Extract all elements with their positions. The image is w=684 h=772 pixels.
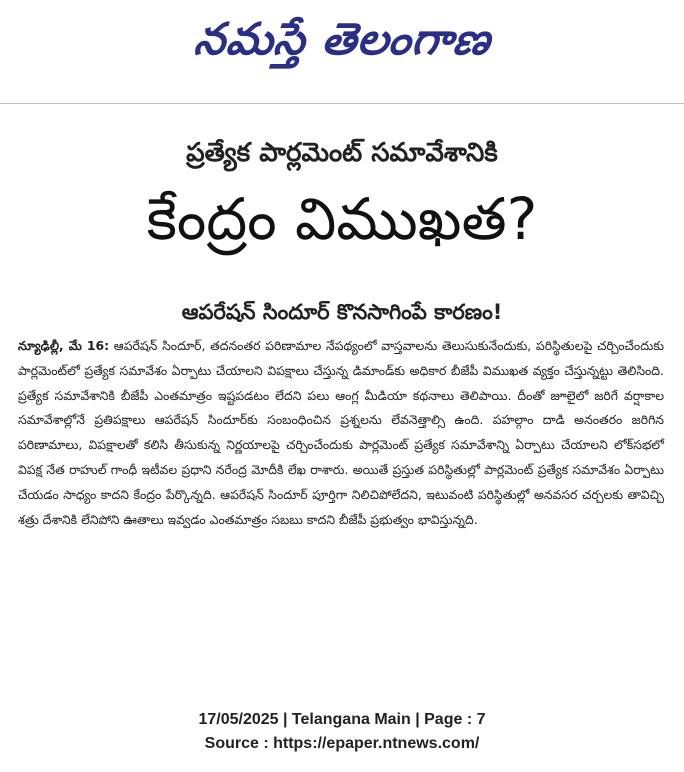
- publication-info: 17/05/2025 | Telangana Main | Page : 7: [198, 711, 486, 728]
- masthead: [0, 0, 684, 90]
- article-kicker: ప్రత్యేక పార్లమెంట్ సమావేశానికి: [186, 138, 498, 168]
- masthead-divider: [0, 103, 684, 104]
- article-body-text: ఆపరేషన్ సిందూర్, తదనంతర పరిణామాల నేపథ్యంలో వాస్తవాలను తెలుసుకునేందుకు, పరిస్థితులపై చర్చించేందుకు పార్లమెంట్‌లో ప్రత్యేక సమావేశం ఏర్పాటు చేయాలని విపక్షాలు చేస్తున్న డిమాండ్‌కు అధికార బీజేపీ విముఖత వ్యక్తం చేస్తున్నట్టు తెలిసింది. ప్రత్యేక సమావేశానికి బీజేపీ ఎంతమాత్రం ఇష్టపడటం లేదని పలు ఆంగ్ల మీడియా కథనాలు తెలిపాయి. దీంతో జూలైలో జరిగే వర్షాకాల సమావేశాల్లోనే ప్రతిపక్షాలు ఆపరేషన్ సిందూర్‌కు సంబంధించిన ప్రశ్నలను లేవనెత్తాల్సి ఉంది. పహల్గాం దాడి అనంతరం జరిగిన పరిణామాలు, విపక్షాలతో కలిసి తీసుకున్న నిర్ణయాలపై చర్చించేందుకు పార్లమెంట్ ప్రత్యేక సమావేశాన్ని ఏర్పాటు చేయాలని లోక్‌సభలో విపక్ష నేత రాహుల్ గాంధీ ఇటీవల ప్రధాని నరేంద్ర మోదీకి లేఖ రాశారు. అయితే ప్రస్తుత పరిస్థితుల్లో పార్లమెంట్ ప్రత్యేక సమావేశం ఏర్పాటు చేయడం సాధ్యం కాదని కేంద్రం పేర్కొన్నది. ఆపరేషన్ సిందూర్ పూర్తిగా నిలిచిపోలేదని, ఇటువంటి పరిస్థితుల్లో అనవసర చర్చలకు తావిచ్చి శత్రు దేశానికి లేనిపోని ఊతాలు ఇవ్వడం ఎంతమాత్రం సబబు కాదని బీజేపీ ప్రభుత్వం భావిస్తున్నది.: [18, 338, 664, 527]
- newspaper-logo: నమస్తే తెలంగాణ: [191, 14, 494, 65]
- footer: [0, 708, 684, 756]
- article-headline: కేంద్రం విముఖత?: [146, 185, 538, 253]
- source-link[interactable]: Source : https://epaper.ntnews.com/: [204, 735, 480, 752]
- article-dateline: న్యూఢిల్లీ, మే 16:: [18, 338, 110, 353]
- article-body: [18, 334, 664, 532]
- article-subhead: ఆపరేషన్ సిందూర్ కొనసాగింపే కారణం!: [181, 300, 503, 324]
